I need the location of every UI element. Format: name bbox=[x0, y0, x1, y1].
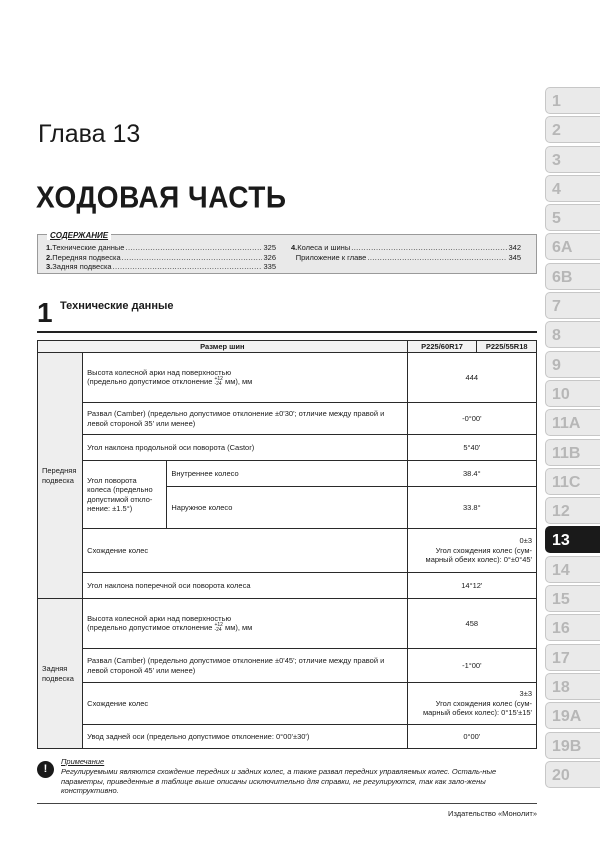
front-toe-value: 0±3 Угол схождения колес (сум-марный обеих колес): 0°±0°45' bbox=[407, 529, 536, 573]
table-row bbox=[38, 683, 537, 725]
note-text: Регулируемыми являются схождение передних и задних колес, а также развал передних управляемых колес. Осталь-ные параметры, приведенные в таблице выше описаны исключительно для справки, не регулируются, так как зало-жены конструктивно. bbox=[61, 766, 497, 796]
spec-table bbox=[37, 340, 537, 749]
rear-toe-label: Схождение колес bbox=[83, 683, 407, 725]
table-of-contents bbox=[37, 231, 537, 274]
front-turn-outer-value: 33.8° bbox=[407, 487, 536, 529]
toc-item[interactable]: Приложение к главе ..... 345 bbox=[291, 253, 521, 263]
front-caster-value: 5°40' bbox=[407, 435, 536, 461]
toc-item[interactable]: 1. Технические данные ..... 325 bbox=[46, 243, 276, 253]
chapter-tab[interactable]: 11A bbox=[545, 409, 600, 436]
toc-item[interactable]: 3. Задняя подвеска ..... 335 bbox=[46, 262, 276, 272]
chapter-tab[interactable]: 15 bbox=[545, 585, 600, 612]
chapter-tab[interactable]: 6A bbox=[545, 233, 600, 260]
front-camber-label: Развал (Camber) (предельно допустимое отклонение ±0'30'; отличие между правой и левой стороной 35' или менее) bbox=[83, 403, 407, 435]
section-number: 1 bbox=[37, 297, 53, 328]
chapter-tab[interactable]: 19A bbox=[545, 702, 600, 729]
chapter-tab[interactable]: 7 bbox=[545, 292, 600, 319]
header-col1: P225/60R17 bbox=[407, 341, 477, 353]
section-divider bbox=[37, 331, 537, 333]
rear-toe-value: 3±3 Угол схождения колес (сум-марный обеих колес): 0°15'±15' bbox=[407, 683, 536, 725]
table-row bbox=[38, 573, 537, 599]
table-row bbox=[38, 353, 537, 403]
chapter-tab[interactable]: 16 bbox=[545, 614, 600, 641]
front-toe-label: Схождение колес bbox=[83, 529, 407, 573]
chapter-tab[interactable]: 2 bbox=[545, 116, 600, 143]
chapter-tab[interactable]: 11C bbox=[545, 468, 600, 495]
publisher: Издательство «Монолит» bbox=[448, 809, 537, 818]
header-col2: P225/55R18 bbox=[477, 341, 537, 353]
rear-thrust-value: 0°00' bbox=[407, 725, 536, 749]
chapter-tab[interactable]: 3 bbox=[545, 146, 600, 173]
chapter-tab[interactable]: 4 bbox=[545, 175, 600, 202]
rear-arch-label: Высота колесной арки над поверхностью (предельно допустимое отклонение +12 -24 мм), мм bbox=[83, 599, 407, 649]
chapter-title: ХОДОВАЯ ЧАСТЬ bbox=[36, 180, 287, 215]
chapter-tab[interactable]: 9 bbox=[545, 351, 600, 378]
section-title: Технические данные bbox=[60, 300, 174, 312]
front-caster-label: Угол наклона продольной оси поворота (Castor) bbox=[83, 435, 407, 461]
chapter-tab[interactable]: 19B bbox=[545, 732, 600, 759]
table-row bbox=[38, 403, 537, 435]
table-header-row bbox=[38, 341, 537, 353]
rear-camber-value: -1°00' bbox=[407, 649, 536, 683]
chapter-tab[interactable]: 5 bbox=[545, 204, 600, 231]
rear-thrust-label: Увод задней оси (предельно допустимое отклонение: 0°00'±30') bbox=[83, 725, 407, 749]
group-front: Передняя подвеска bbox=[38, 353, 83, 599]
note-block bbox=[37, 757, 537, 796]
group-rear: Задняя подвеска bbox=[38, 599, 83, 749]
table-row bbox=[38, 649, 537, 683]
note-label: Примечание bbox=[61, 757, 105, 766]
chapter-tab[interactable]: 14 bbox=[545, 556, 600, 583]
front-turn-outer-label: Наружное колесо bbox=[167, 487, 407, 529]
table-row bbox=[38, 529, 537, 573]
rear-camber-label: Развал (Camber) (предельно допустимое отклонение ±0'45'; отличие между правой и левой стороной 45' или менее) bbox=[83, 649, 407, 683]
chapter-tab[interactable]: 11B bbox=[545, 439, 600, 466]
chapter-tab[interactable]: 6B bbox=[545, 263, 600, 290]
front-kingpin-value: 14°12' bbox=[407, 573, 536, 599]
toc-item[interactable]: 2. Передняя подвеска ..... 326 bbox=[46, 253, 276, 263]
front-camber-value: -0°00' bbox=[407, 403, 536, 435]
front-turn-label: Угол поворота колеса (предельно допустимой откло-нение: ±1.5°) bbox=[83, 461, 167, 529]
front-turn-inner-label: Внутреннее колесо bbox=[167, 461, 407, 487]
chapter-tab[interactable]: 17 bbox=[545, 644, 600, 671]
toc-column-right bbox=[291, 243, 521, 262]
chapter-label: Глава 13 bbox=[38, 120, 141, 148]
table-row bbox=[38, 435, 537, 461]
chapter-tab[interactable]: 1 bbox=[545, 87, 600, 114]
toc-column-left bbox=[46, 243, 276, 272]
footer-divider bbox=[37, 803, 537, 804]
header-tire-size: Размер шин bbox=[38, 341, 408, 353]
chapter-tab[interactable]: 10 bbox=[545, 380, 600, 407]
chapter-tab[interactable]: 20 bbox=[545, 761, 600, 788]
table-row bbox=[38, 461, 537, 487]
table-row bbox=[38, 725, 537, 749]
warning-icon: ! bbox=[37, 761, 54, 778]
table-row bbox=[38, 599, 537, 649]
front-kingpin-label: Угол наклона поперечной оси поворота колеса bbox=[83, 573, 407, 599]
chapter-tab[interactable]: 18 bbox=[545, 673, 600, 700]
front-arch-value: 444 bbox=[407, 353, 536, 403]
toc-heading: СОДЕРЖАНИЕ bbox=[47, 231, 111, 240]
chapter-tab[interactable]: 12 bbox=[545, 497, 600, 524]
front-turn-inner-value: 38.4° bbox=[407, 461, 536, 487]
front-arch-label: Высота колесной арки над поверхностью (предельно допустимое отклонение +12 -24 мм), мм bbox=[83, 353, 407, 403]
chapter-tab[interactable]: 8 bbox=[545, 321, 600, 348]
chapter-tab[interactable]: 13 bbox=[545, 526, 600, 553]
toc-item[interactable]: 4. Колеса и шины ..... 342 bbox=[291, 243, 521, 253]
rear-arch-value: 458 bbox=[407, 599, 536, 649]
chapter-tabs bbox=[545, 87, 600, 790]
